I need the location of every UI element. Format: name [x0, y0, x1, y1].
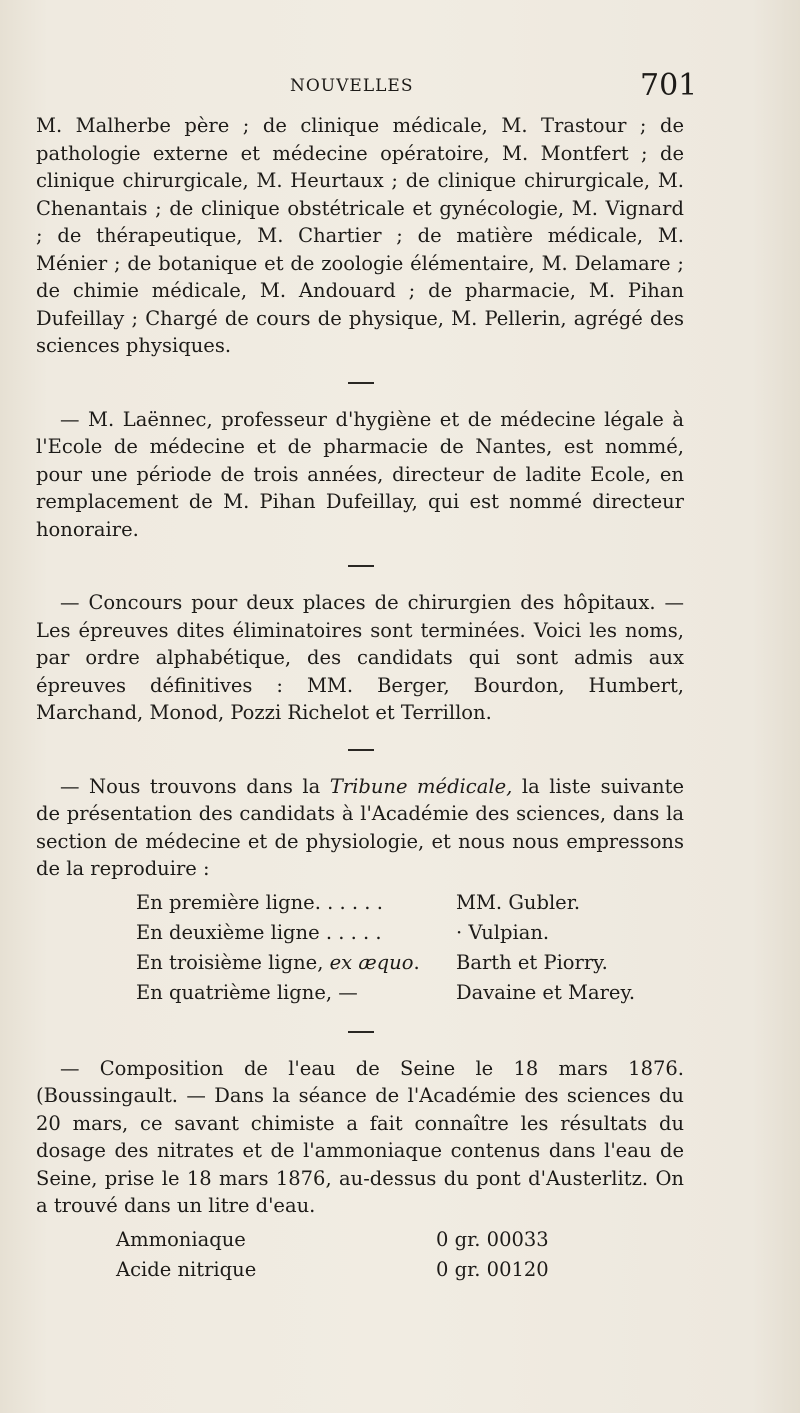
list-item: [36, 889, 684, 919]
paragraph-concours: — Concours pour deux places de chirurgien des hôpitaux. — Les épreuves dites éliminatoires sont terminées. Voici les noms, par ordre alphabétique, des candidats qui sont admis aux épreuves définitives : MM. Berger, Bourdon, Humbert, Marchand, Monod, Pozzi Richelot et Terrillon.: [36, 591, 684, 724]
paragraph-tribune-text: — Nous trouvons dans la: [60, 774, 330, 798]
section-separator: [348, 565, 374, 567]
rank-label: En quatrième ligne, —: [136, 980, 358, 1004]
candidate-names: Davaine et Marey.: [456, 980, 636, 1004]
list-item: [36, 919, 684, 949]
section-separator: [348, 749, 374, 751]
paragraph-faculty-list: M. Malherbe père ; de clinique médicale, M. Trastour ; de pathologie externe et médecine opératoire, M. Montfert ; de clinique chirurgicale, M. Heurtaux ; de clinique chirurgicale, M. Chenantais ; de clinique obstétricale et gynécologie, M. Vignard ; de thérapeutique, M. Chartier ; de matière médicale, M. Ménier ; de botanique et de zoologie élémentaire, M. Delamare ; de chimie médicale, M. Andouard ; de pharmacie, M. Pihan Dufeillay ; Chargé de cours de physique, M. Pellerin, agrégé des sciences physiques.: [36, 114, 684, 357]
list-item: [36, 1226, 684, 1256]
substance-label: Acide nitrique: [116, 1257, 257, 1281]
list-item: [36, 979, 684, 1009]
page-number: 701: [640, 68, 698, 103]
candidate-names: Barth et Piorry.: [456, 950, 608, 974]
running-title: NOUVELLES: [290, 76, 414, 96]
paragraph-tribune-text-end: la liste suivante de présentation des candidats à l'Académie des sciences, dans la section de médecine et de physiologie, et nous nous empressons de la reproduire :: [36, 774, 684, 880]
measurement-list: [36, 1226, 684, 1286]
paragraph-laennec: — M. Laënnec, professeur d'hygiène et de médecine légale à l'Ecole de médecine et de pharmacie de Nantes, est nommé, pour une période de trois années, directeur de ladite Ecole, en remplacement de M. Pihan Dufeillay, qui est nommé directeur honoraire.: [36, 407, 684, 541]
candidate-names: · Vulpian.: [456, 920, 550, 944]
section-separator: [348, 1031, 374, 1033]
ex-aequo-text: ex æquo: [329, 950, 414, 974]
candidate-names: MM. Gubler.: [456, 890, 581, 914]
candidate-list: [36, 889, 684, 1009]
list-item: [36, 949, 684, 979]
page-body: [36, 112, 684, 1286]
tribune-medicale-title: Tribune médicale,: [329, 774, 513, 798]
paragraph-tribune: [36, 773, 684, 883]
page-header: [0, 68, 800, 114]
section-separator: [348, 382, 374, 384]
substance-value: 0 gr. 00033: [436, 1227, 549, 1251]
rank-label: [36, 949, 426, 977]
substance-label: Ammoniaque: [116, 1227, 246, 1251]
rank-label: En première ligne. . . . . .: [136, 890, 383, 914]
rank-label: En deuxième ligne . . . . .: [136, 920, 382, 944]
rank-label-text: En troisième ligne,: [136, 950, 330, 974]
list-item: [36, 1256, 684, 1286]
paragraph-eau-de-seine: — Composition de l'eau de Seine le 18 mars 1876. (Boussingault. — Dans la séance de l'Académie des sciences du 20 mars, ce savant chimiste a fait connaître les résultats du dosage des nitrates et de l'ammoniaque contenus dans l'eau de Seine, prise le 18 mars 1876, au-dessus du pont d'Austerlitz. On a trouvé dans un litre d'eau.: [36, 1056, 684, 1217]
substance-value: 0 gr. 00120: [436, 1257, 549, 1281]
rank-label-end: .: [413, 950, 420, 974]
